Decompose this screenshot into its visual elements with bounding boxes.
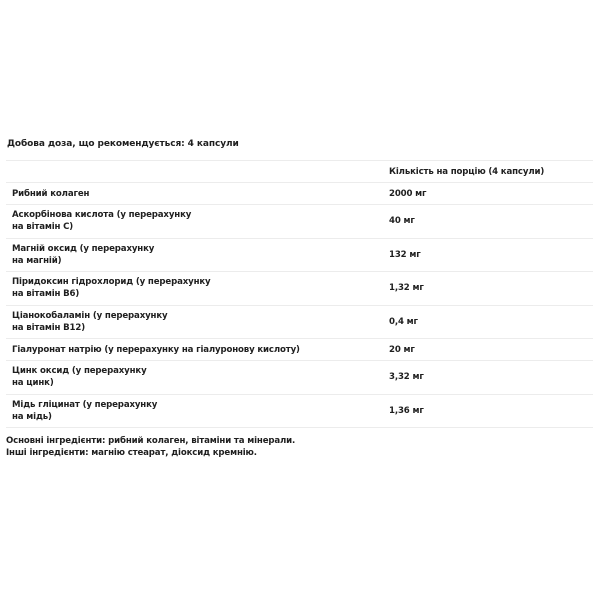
table-row xyxy=(6,339,593,361)
ingredient-name xyxy=(6,310,389,334)
ingredient-name-line1: Ціанокобаламін (у перерахунку xyxy=(12,310,168,321)
ingredient-name-line2: на вітамін В12) xyxy=(12,322,85,333)
ingredient-name-line1: Цинк оксид (у перерахунку xyxy=(12,366,147,377)
ingredient-name-line1: Піридоксин гідрохлорид (у перерахунку xyxy=(12,277,211,288)
table-row xyxy=(6,306,593,340)
nutrition-table xyxy=(6,160,593,428)
ingredient-name-line1: Гіалуронат натрію (у перерахунку на гіалуронову кислоту) xyxy=(12,344,300,355)
ingredient-name-line2: на магній) xyxy=(12,255,62,266)
ingredient-name xyxy=(6,209,389,233)
ingredient-amount: 0,4 мг xyxy=(389,316,418,327)
other-ingredients: Інші інгредієнти: магнію стеарат, діоксид кремнію. xyxy=(6,448,257,458)
ingredient-name-line1: Магній оксид (у перерахунку xyxy=(12,243,155,254)
ingredient-name-line2: на вітамін С) xyxy=(12,222,74,233)
ingredient-amount: 2000 мг xyxy=(389,188,427,199)
table-row xyxy=(6,361,593,395)
table-row xyxy=(6,395,593,429)
ingredient-name-line2: на цинк) xyxy=(12,378,54,389)
ingredient-name xyxy=(6,344,389,356)
ingredient-amount: 3,32 мг xyxy=(389,372,424,383)
ingredient-name xyxy=(6,188,389,200)
ingredient-name-line1: Аскорбінова кислота (у перерахунку xyxy=(12,210,192,221)
recommended-dose: Добова доза, що рекомендується: 4 капсули xyxy=(7,139,239,149)
table-header-row xyxy=(6,161,593,183)
ingredient-amount: 40 мг xyxy=(389,216,415,227)
ingredient-name xyxy=(6,365,389,389)
ingredient-name xyxy=(6,243,389,267)
table-row xyxy=(6,272,593,306)
ingredient-amount: 132 мг xyxy=(389,249,421,260)
table-row xyxy=(6,183,593,205)
ingredient-name xyxy=(6,399,389,423)
ingredient-amount: 1,36 мг xyxy=(389,405,424,416)
table-row xyxy=(6,239,593,273)
ingredient-name-line2: на мідь) xyxy=(12,411,52,422)
ingredient-name xyxy=(6,276,389,300)
main-ingredients: Основні інгредієнти: рибний колаген, вітаміни та мінерали. xyxy=(6,436,296,446)
ingredient-amount: 20 мг xyxy=(389,344,415,355)
ingredient-name-line1: Рибний колаген xyxy=(12,188,90,199)
header-amount-cell: Кількість на порцію (4 капсули) xyxy=(389,166,545,177)
ingredient-amount: 1,32 мг xyxy=(389,283,424,294)
ingredient-name-line2: на вітамін В6) xyxy=(12,289,80,300)
table-row xyxy=(6,205,593,239)
ingredient-name-line1: Мідь гліцинат (у перерахунку xyxy=(12,399,158,410)
ingredients-footer xyxy=(6,435,295,459)
